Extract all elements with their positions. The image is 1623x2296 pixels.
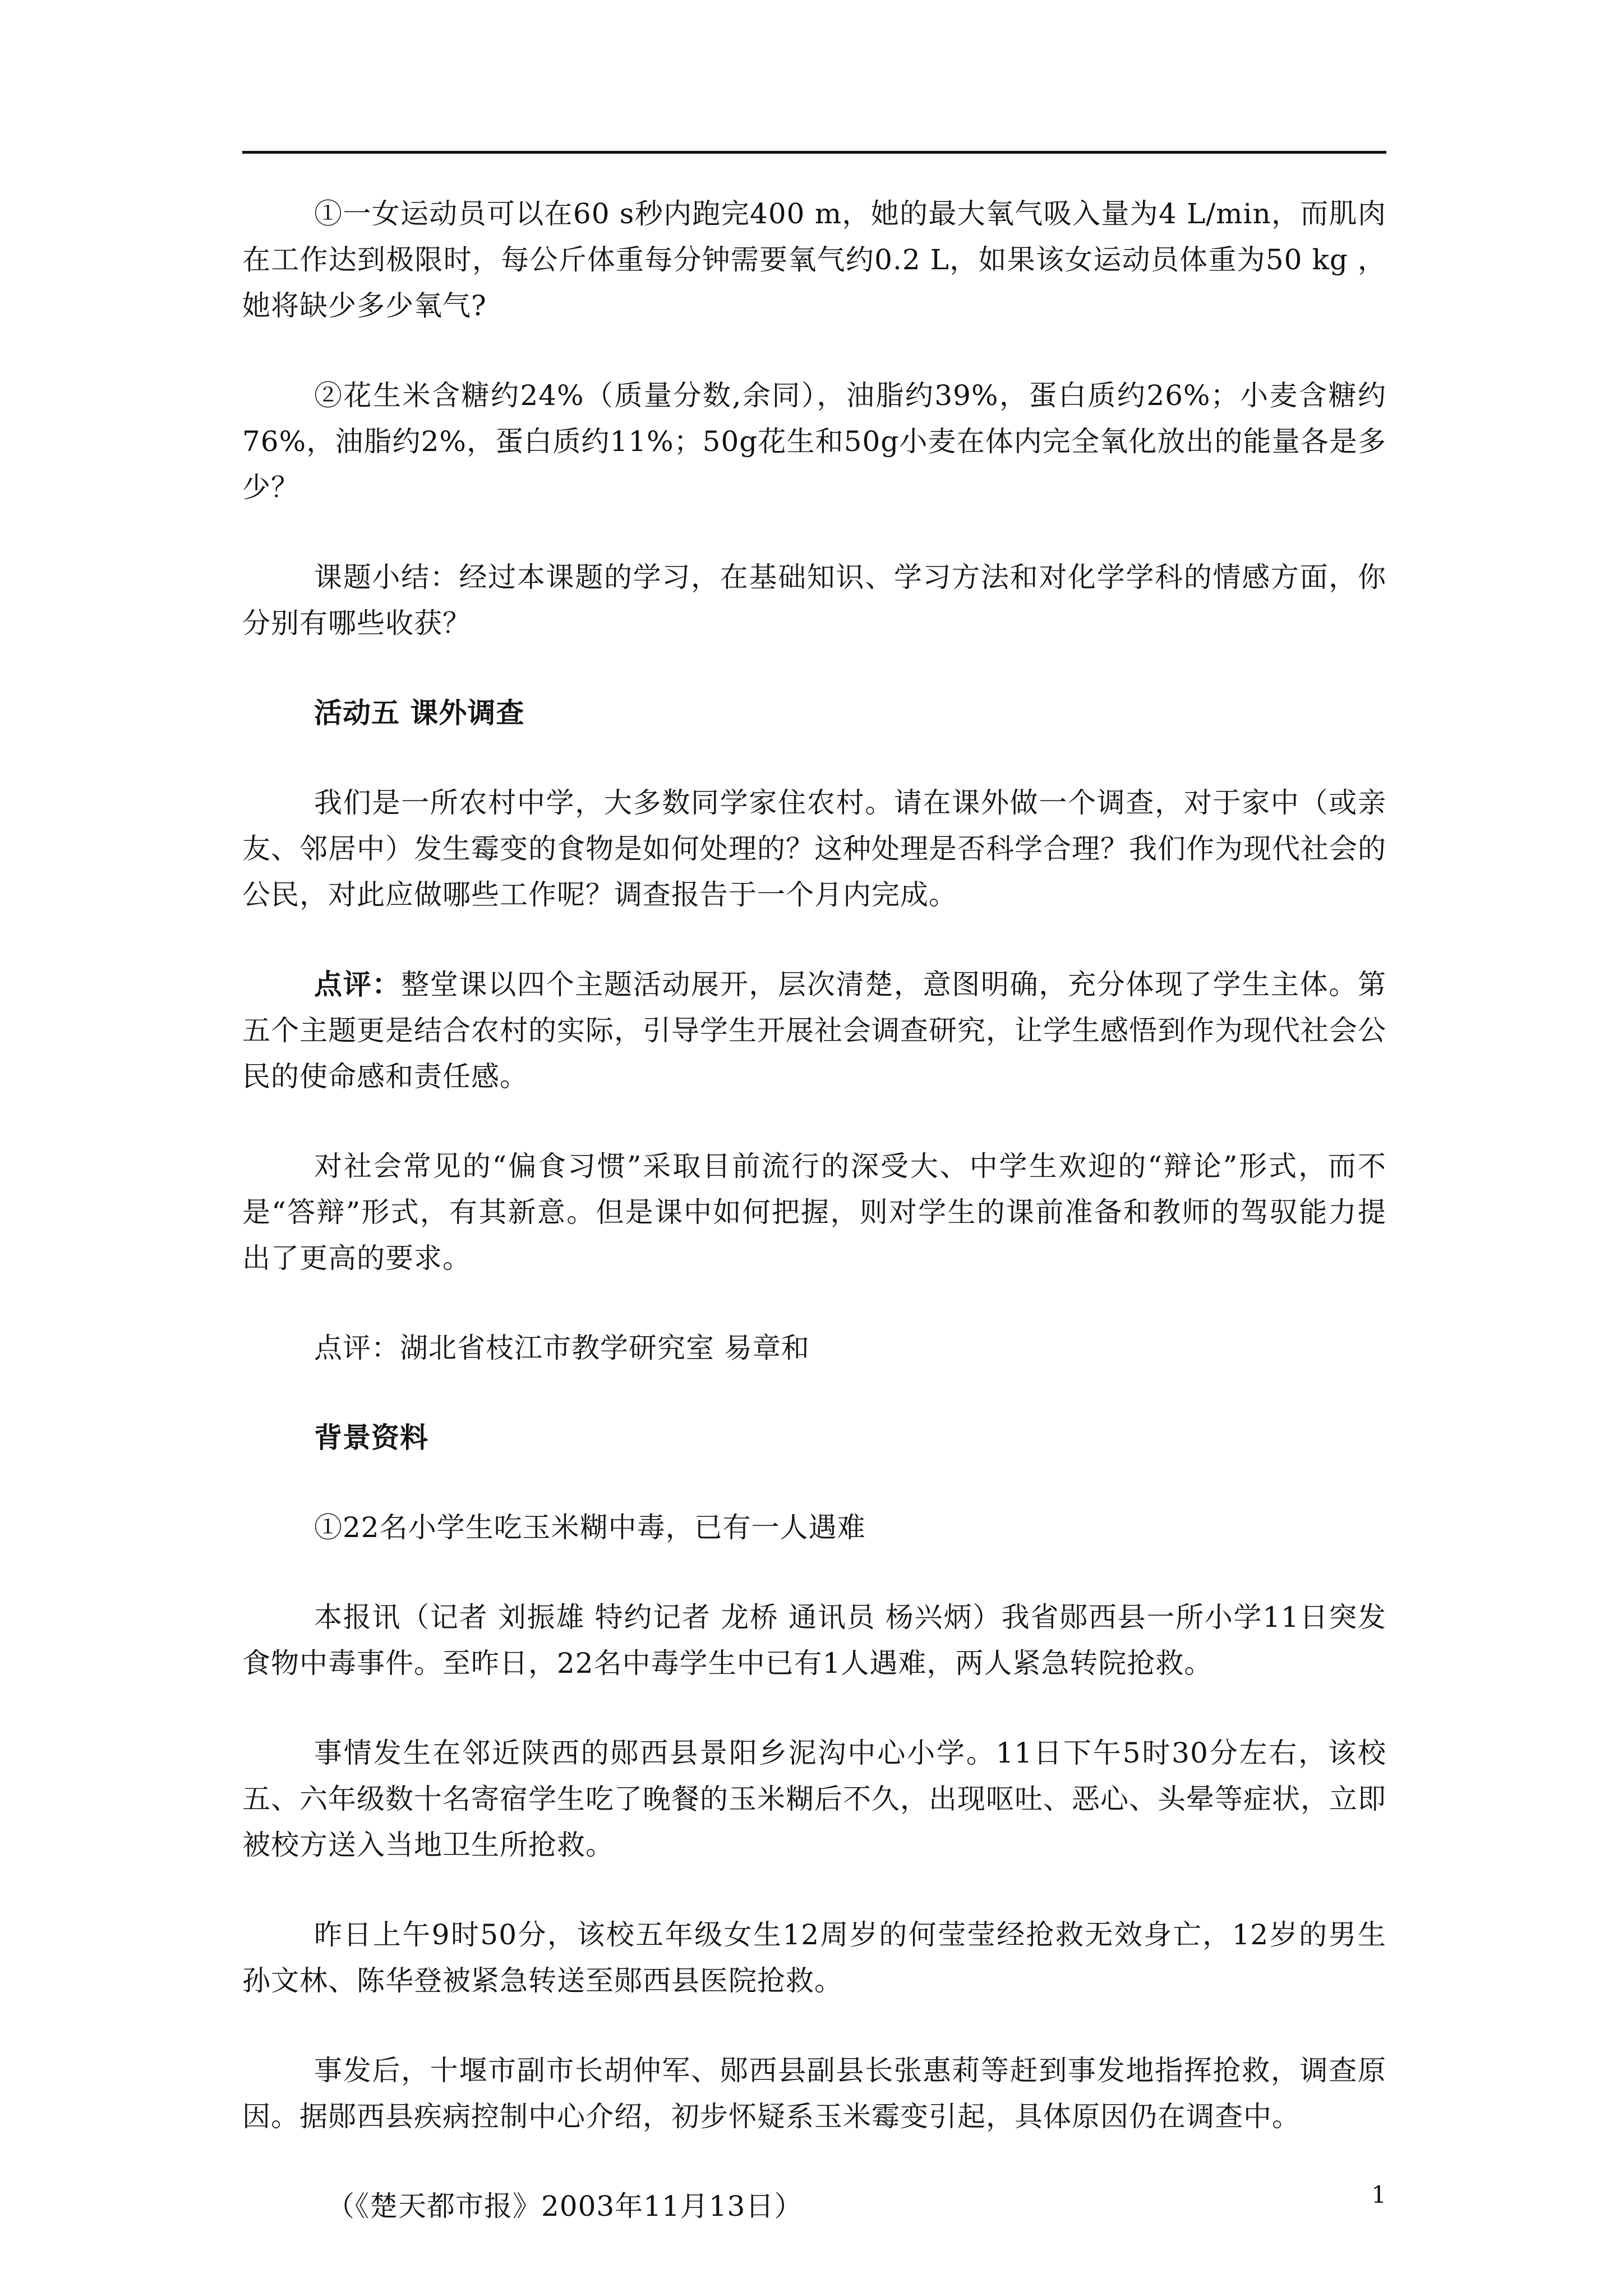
comment-label: 点评： [314,968,402,1001]
page-number: 1 [1371,2181,1386,2208]
activity-5-heading: 活动五 课外调查 [314,697,525,729]
comment-paragraph [242,961,1386,1099]
document-body [242,191,1386,2229]
background-heading: 背景资料 [314,1421,428,1454]
question-2-paragraph: ②花生米含糖约24%（质量分数,余同），油脂约39%，蛋白质约26%；小麦含糖约76%，油脂约2%，蛋白质约11%；50g花生和50g小麦在体内完全氧化放出的能量各是多少？ [242,379,1386,504]
debate-paragraph: 对社会常见的“偏食习惯”采取目前流行的深受大、中学生欢迎的“辩论”形式，而不是“答辩”形式，有其新意。但是课中如何把握，则对学生的课前准备和教师的驾驭能力提出了更高的要求。 [242,1150,1386,1274]
header-rule [242,151,1386,154]
news-headline: ①22名小学生吃玉米糊中毒，已有一人遇难 [314,1511,866,1544]
news-lead-paragraph: 本报讯（记者 刘振雄 特约记者 龙桥 通讯员 杨兴炳）我省郧西县一所小学11日突发食物中毒事件。至昨日，22名中毒学生中已有1人遇难，两人紧急转院抢救。 [242,1601,1386,1680]
news-victim-paragraph: 昨日上午9时50分，该校五年级女生12周岁的何莹莹经抢救无效身亡，12岁的男生孙文林、陈华登被紧急转送至郧西县医院抢救。 [242,1918,1386,1997]
comment-body: 整堂课以四个主题活动展开，层次清楚，意图明确，充分体现了学生主体。第五个主题更是结合农村的实际，引导学生开展社会调查研究，让学生感悟到作为现代社会公民的使命感和责任感。 [242,968,1387,1093]
news-event-paragraph: 事情发生在邻近陕西的郧西县景阳乡泥沟中心小学。11日下午5时30分左右，该校五、六年级数十名寄宿学生吃了晚餐的玉米糊后不久，出现呕吐、恶心、头晕等症状，立即被校方送入当地卫生所抢救。 [242,1737,1386,1861]
news-response-paragraph: 事发后，十堰市副市长胡仲军、郧西县副县长张惠莉等赶到事发地指挥抢救，调查原因。据郧西县疾病控制中心介绍，初步怀疑系玉米霉变引起，具体原因仍在调查中。 [242,2054,1386,2133]
lesson-summary-paragraph: 课题小结：经过本课题的学习，在基础知识、学习方法和对化学学科的情感方面，你分别有哪些收获？ [242,561,1386,639]
question-1-paragraph: ①一女运动员可以在60 s秒内跑完400 m，她的最大氧气吸入量为4 L/min，而肌肉在工作达到极限时，每公斤体重每分钟需要氧气约0.2 L，如果该女运动员体重为50 kg ，她将缺少多少氧气? [242,197,1386,322]
news-source: （《楚天都市报》2003年11月13日） [326,2190,803,2223]
reviewer-line: 点评：湖北省枝江市教学研究室 易章和 [314,1332,810,1364]
survey-paragraph: 我们是一所农村中学，大多数同学家住农村。请在课外做一个调查，对于家中（或亲友、邻居中）发生霉变的食物是如何处理的？这种处理是否科学合理？我们作为现代社会的公民，对此应做哪些工作呢？调查报告于一个月内完成。 [242,786,1386,911]
